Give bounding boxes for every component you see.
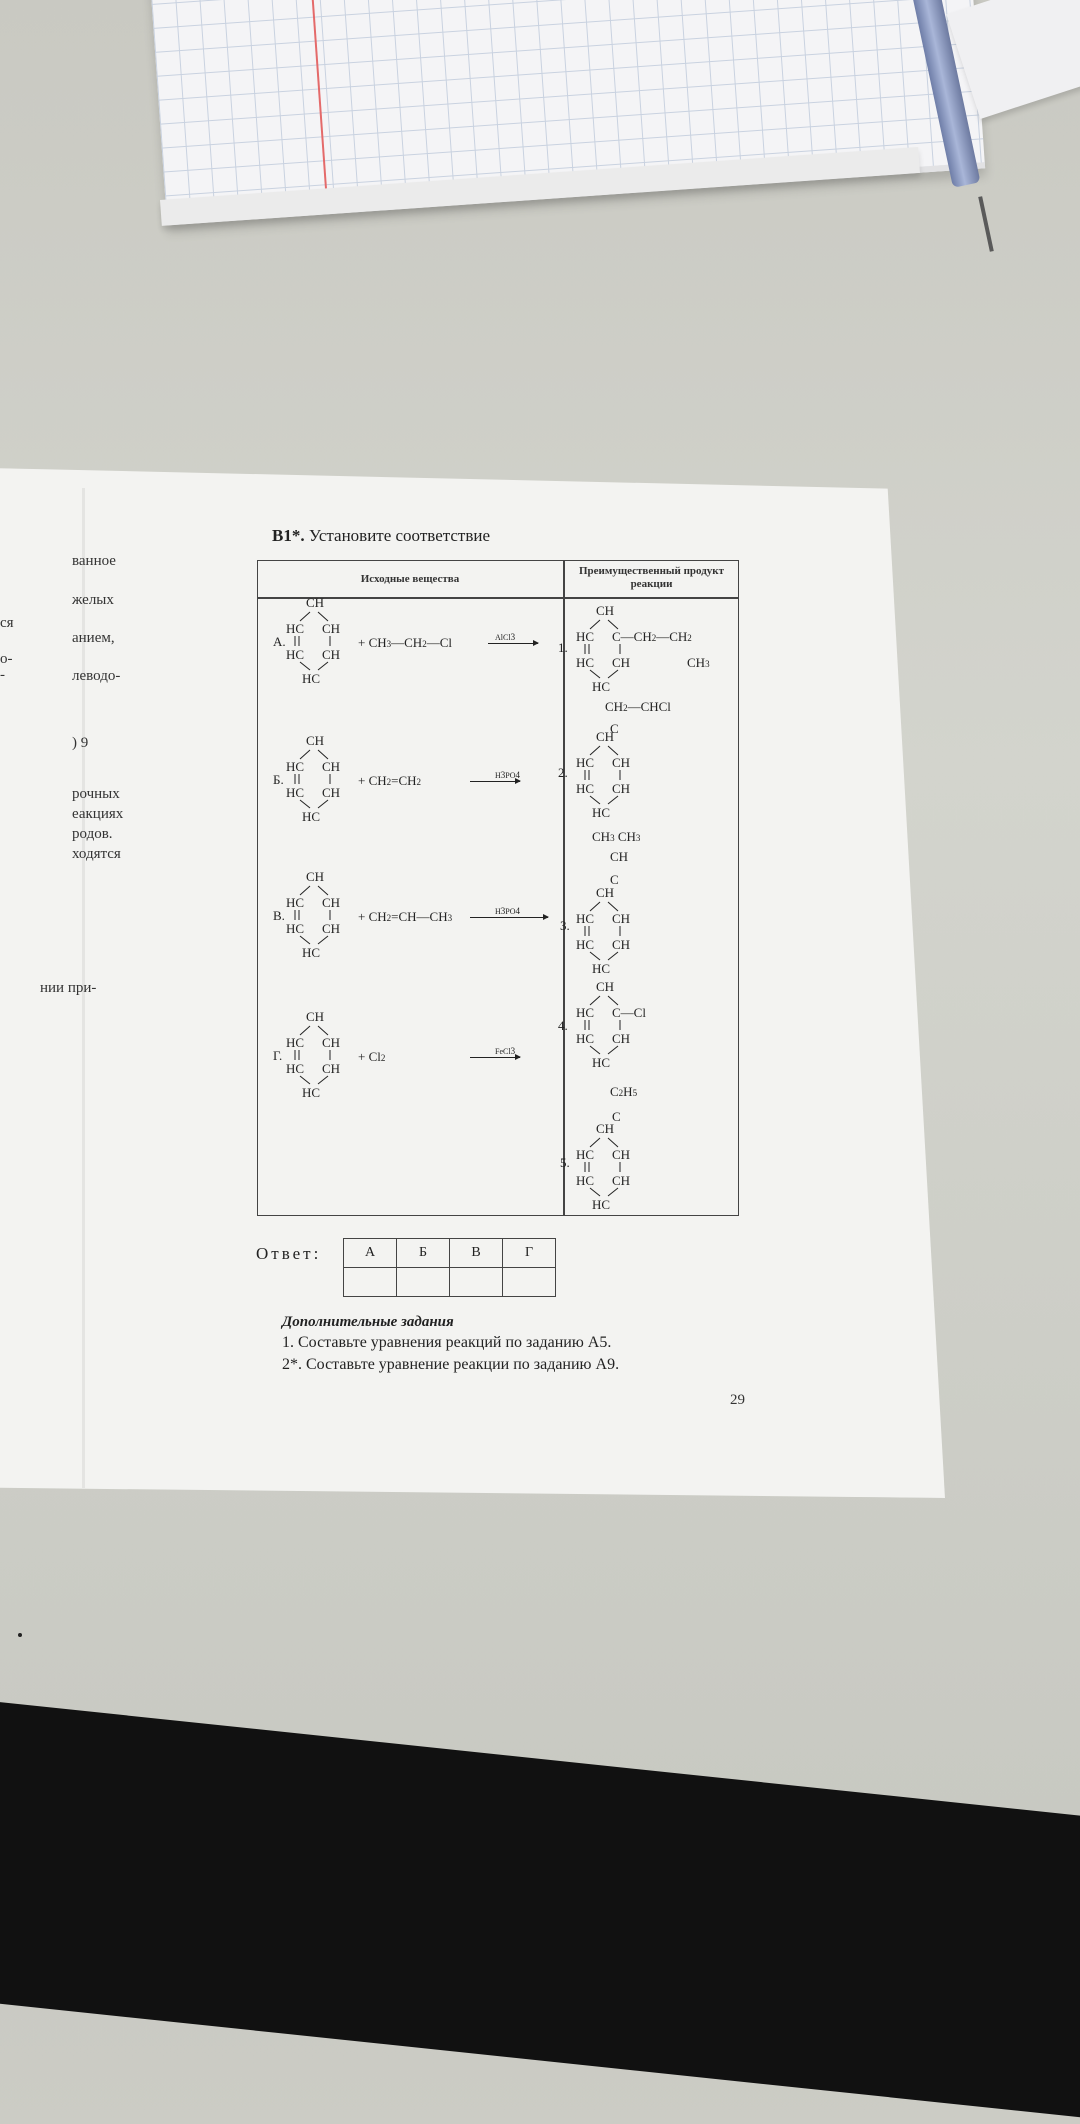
benzene-ring [570,730,640,822]
ring-atom-upper-right: CH [322,759,341,774]
product-label: 5. [560,1155,570,1170]
reactant-label: Г. [273,1048,283,1063]
ring-atom-upper-right: CH [322,621,341,636]
product-label: 2. [558,765,568,780]
ring-atom-bottom: HC [592,805,611,820]
ring-atom-bottom: HC [592,1197,611,1212]
desk-edge-shadow [0,1700,1080,2124]
reagent-formula: + CH2=CH—CH3 [358,909,453,924]
ring-atom-upper-right: CH [322,895,341,910]
answer-letter: В [450,1239,503,1268]
reaction-condition: H3PO4 [495,906,521,916]
answer-cell[interactable] [344,1268,397,1297]
ring-atom-lower-left: HC [576,937,595,952]
notebook-margin-line [310,0,329,208]
reactant-label: А. [273,634,286,649]
ring-atom-lower-right: CH [612,937,631,952]
ring-atom-lower-left: HC [576,1031,595,1046]
ring-atom-upper-right: CH [612,911,631,926]
ring-atom-upper-left: HC [286,895,305,910]
left-page-fragment: ) 9 [72,735,89,751]
benzene-ring [570,886,640,978]
extra-task-item: 1. Составьте уравнения реакций по заданию А5. [282,1334,612,1351]
answer-letter: Г [503,1239,556,1268]
reagent-formula: + CH3—CH2—Cl [358,635,452,650]
column-header-products: Преимущественный продукт реакции [578,565,725,590]
reagent-formula: + Cl2 [358,1049,386,1064]
ring-atom-upper-left: HC [286,1035,305,1050]
answer-letter: Б [397,1239,450,1268]
left-page-fragment: желых [72,592,114,608]
ring-atom-lower-right: CH [322,785,341,800]
reagent-formula: + CH2=CH2 [358,773,422,788]
task-instruction: Установите соответствие [308,526,491,545]
answer-grid [343,1238,556,1297]
desk-speck [18,1633,22,1637]
reactant-label: В. [273,908,285,923]
substituent: CH2—CHCl [605,699,671,714]
reaction-condition: AlCl3 [495,632,516,642]
ring-atom-lower-right: CH [612,1031,631,1046]
ring-atom-upper-left: HC [576,629,595,644]
answer-cell[interactable] [450,1268,503,1297]
ring-atom-lower-left: HC [576,1173,595,1188]
ring-atom-upper-left: HC [286,759,305,774]
ring-atom-lower-right: CH [612,1173,631,1188]
answer-label: Ответ: [256,1244,322,1263]
benzene-ring [280,596,350,688]
ring-atom-upper-right: C—CH2—CH2 [612,629,692,644]
reactant-label: Б. [273,772,284,787]
extra-task-item: 2*. Составьте уравнение реакции по заданию А9. [282,1356,620,1373]
product-label: 1. [558,640,568,655]
substituent: C [612,1109,621,1124]
answer-cell[interactable] [397,1268,450,1297]
product-label: 4. [558,1018,568,1033]
substituent: C2H5 [610,1084,638,1099]
ring-atom-upper-right: C—Cl [612,1005,646,1020]
benzene-ring [570,1122,640,1214]
ring-atom-upper-right: CH [612,755,631,770]
left-page-fragment: родов. [72,826,113,842]
ring-atom-bottom: HC [592,679,611,694]
ring-atom-lower-left: HC [286,1061,305,1076]
ring-atom-top: CH [596,979,615,994]
left-page-fragment: - [0,667,5,683]
substituent: CH [610,849,629,864]
left-page-fragment: нии при- [40,980,97,996]
benzene-ring [570,979,646,1072]
reaction-arrow [488,643,538,644]
ring-atom-upper-right: CH [322,1035,341,1050]
ring-atom-lower-right: CH [612,781,631,796]
ring-atom-bottom: HC [302,1085,321,1100]
benzene-ring [280,1010,350,1102]
left-page-fragment: ванное [72,553,116,569]
pen-tip [978,196,994,252]
ring-atom-upper-left: HC [576,1005,595,1020]
reaction-arrow [470,917,548,918]
ring-atom-lower-right: CH [322,647,341,662]
ring-atom-lower-left: HC [576,781,595,796]
ring-atom-bottom: HC [302,809,321,824]
page-number: 29 [730,1392,745,1408]
benzene-ring [280,870,350,962]
column-header-reactants: Исходные вещества [360,573,460,585]
ring-atom-lower-right: CH [322,921,341,936]
substituent: C [610,721,619,736]
reaction-condition: H3PO4 [495,770,521,780]
answer-cell[interactable] [503,1268,556,1297]
ring-atom-lower-left: HC [286,785,305,800]
ring-atom-bottom: HC [592,961,611,976]
ring-atom-top: CH [596,1121,615,1136]
ring-atom-bottom: HC [302,671,321,686]
answer-letter: А [344,1239,397,1268]
benzene-ring [280,734,350,826]
reaction-arrow [470,1057,520,1058]
task-number: В1*. [272,526,305,545]
ring-atom-upper-left: HC [286,621,305,636]
table-column-divider [563,560,565,1216]
left-page-fragment: ся [0,615,14,631]
ring-atom-lower-left: HC [286,647,305,662]
benzene-ring [570,603,692,696]
extra-tasks-title: Дополнительные задания [282,1314,454,1330]
left-page-fragment: леводо- [72,668,121,684]
ring-atom-upper-left: HC [576,1147,595,1162]
ring-atom-lower-left: HC [286,921,305,936]
substituent: CH3 [687,655,710,670]
ring-atom-top: CH [596,729,615,744]
ring-atom-upper-left: HC [576,755,595,770]
ring-atom-top: CH [306,733,325,748]
left-page-fragment: рочных [72,786,120,802]
reaction-arrow [470,781,520,782]
left-page-fragment: еакциях [72,806,124,822]
product-label: 3. [560,918,570,933]
ring-atom-top: CH [596,885,615,900]
ring-atom-bottom: HC [302,945,321,960]
left-page-fragment: о- [0,651,13,667]
task-heading [272,526,490,546]
ring-atom-top: CH [306,1009,325,1024]
ring-atom-upper-left: HC [576,911,595,926]
ring-atom-lower-right: CH [612,655,631,670]
ring-atom-lower-right: CH [322,1061,341,1076]
left-page-fragment: ходятся [72,846,121,862]
left-page-fragment: анием, [72,630,115,646]
ring-atom-bottom: HC [592,1055,611,1070]
ring-atom-lower-left: HC [576,655,595,670]
ring-atom-top: CH [596,603,615,618]
substituent: C [610,872,619,887]
reaction-condition: FeCl3 [495,1046,516,1056]
substituent: CH3 CH3 [592,829,641,844]
ring-atom-upper-right: CH [612,1147,631,1162]
ring-atom-top: CH [306,869,325,884]
ring-atom-top: CH [306,595,325,610]
